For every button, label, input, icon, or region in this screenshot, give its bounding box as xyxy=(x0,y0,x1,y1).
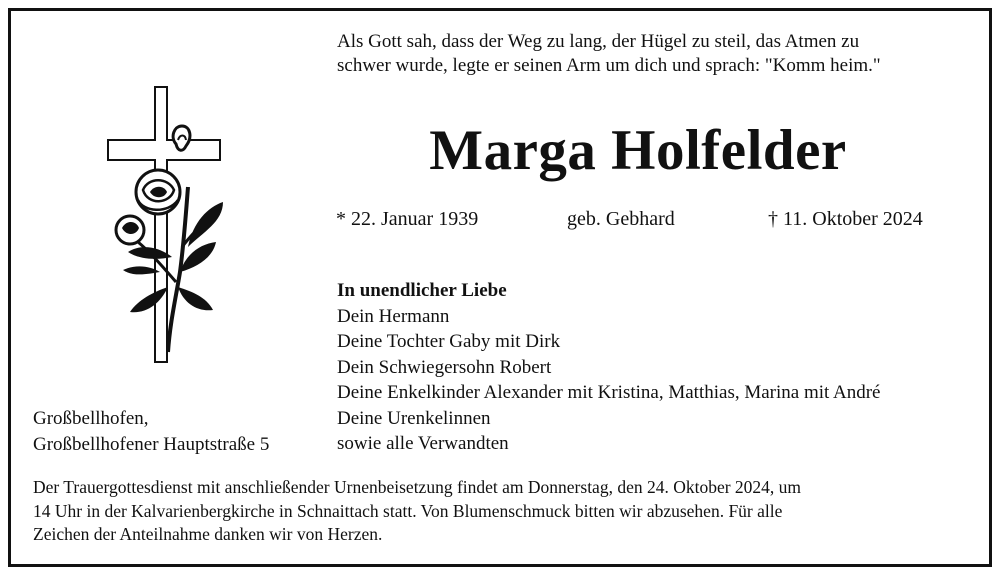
quote-text xyxy=(337,30,977,78)
quote-line: schwer wurde, legte er seinen Arm um dich und sprach: "Komm heim." xyxy=(337,55,881,76)
mourners-list xyxy=(337,278,987,457)
cross-with-roses-icon xyxy=(98,82,238,372)
address-line: Großbellhofener Hauptstraße 5 xyxy=(33,433,270,455)
quote-line: Als Gott sah, dass der Weg zu lang, der Hügel zu steil, das Atmen zu xyxy=(337,31,860,52)
notice-line: 14 Uhr in der Kalvarienbergkirche in Schnaittach statt. Von Blumenschmuck bitten wir abzusehen. Für alle xyxy=(33,500,783,521)
maiden-name: geb. Gebhard xyxy=(567,208,675,230)
address-line: Großbellhofen, xyxy=(33,408,149,429)
notice-line: Der Trauergottesdienst mit anschließender Urnenbeisetzung findet am Donnerstag, den 24. Oktober 2024, um xyxy=(33,477,802,497)
mourner-line: Dein Hermann xyxy=(337,305,450,327)
birth-date: * 22. Januar 1939 xyxy=(336,208,479,230)
notice-line: Zeichen der Anteilnahme danken wir von Herzen. xyxy=(33,524,383,544)
mourner-line: sowie alle Verwandten xyxy=(337,433,509,454)
mourner-line: Deine Enkelkinder Alexander mit Kristina, Matthias, Marina mit André xyxy=(337,382,881,403)
deceased-name: Marga Holfelder xyxy=(429,119,847,182)
mourner-line: Dein Schwiegersohn Robert xyxy=(337,356,552,378)
address xyxy=(33,406,269,457)
mourner-line: Deine Urenkelinnen xyxy=(337,407,491,429)
mourners-heading: In unendlicher Liebe xyxy=(337,280,507,301)
mourner-line: Deine Tochter Gaby mit Dirk xyxy=(337,331,561,352)
death-date: † 11. Oktober 2024 xyxy=(768,208,923,230)
funeral-notice xyxy=(33,476,973,547)
